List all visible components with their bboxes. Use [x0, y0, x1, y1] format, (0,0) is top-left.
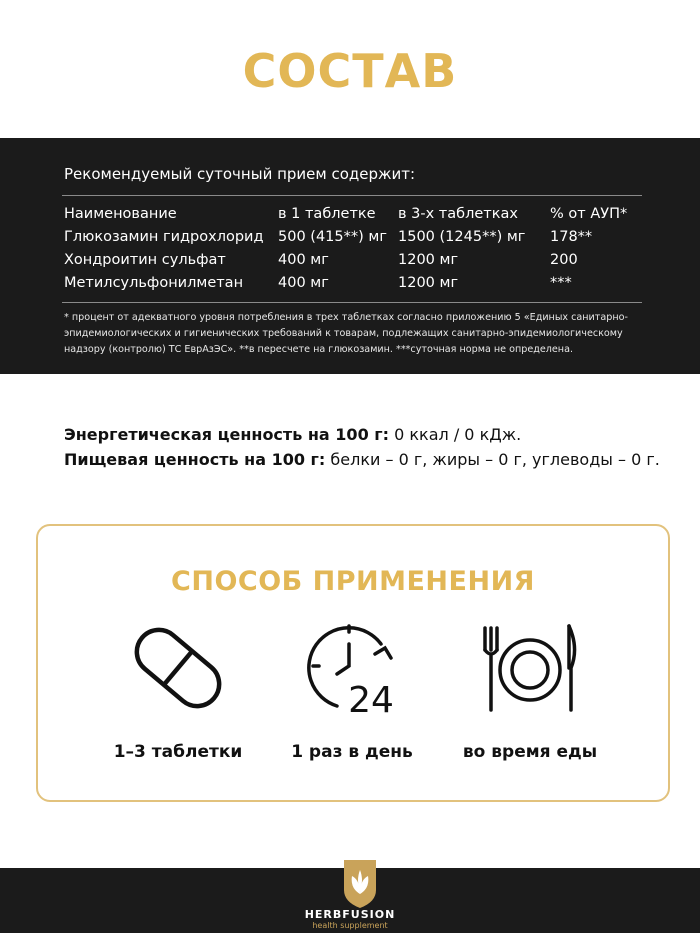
divider: [62, 302, 642, 303]
usage-item-dosage: [78, 618, 278, 762]
divider: [62, 195, 642, 196]
food-value-label: Пищевая ценность на 100 г:: [64, 450, 326, 469]
energy-line: [64, 422, 660, 447]
footer-bar: [0, 868, 700, 933]
energy-label: Энергетическая ценность на 100 г:: [64, 425, 390, 444]
percent-aup: ***: [550, 275, 572, 291]
table-row: [64, 250, 644, 273]
composition-table: [64, 204, 644, 296]
usage-item-frequency: [252, 618, 452, 762]
clock-24-icon: [297, 618, 407, 718]
nutrition-info: [64, 422, 660, 472]
amount-per-tablet: 400 мг: [278, 252, 329, 268]
usage-label: 1–3 таблетки: [113, 742, 243, 762]
composition-heading: Рекомендуемый суточный прием содержит:: [64, 165, 416, 183]
plate-cutlery-icon: [475, 618, 585, 718]
capsule-icon: [123, 618, 233, 718]
herbfusion-logo-icon: [340, 860, 380, 908]
usage-label: 1 раз в день: [291, 742, 413, 762]
table-header-row: [64, 204, 644, 227]
food-value-text: белки – 0 г, жиры – 0 г, углеводы – 0 г.: [325, 450, 660, 469]
percent-aup: 178**: [550, 229, 593, 245]
composition-panel: [0, 138, 700, 374]
usage-item-timing: [430, 618, 630, 762]
column-header: в 3-х таблетках: [398, 206, 518, 222]
table-row: [64, 227, 644, 250]
column-header: в 1 таблетке: [278, 206, 376, 222]
clock-24-text: 24: [348, 680, 394, 718]
usage-card: [36, 524, 670, 802]
usage-list: [38, 618, 668, 768]
amount-per-3-tablets: 1500 (1245**) мг: [398, 229, 526, 245]
food-value-line: [64, 447, 660, 472]
ingredient-name: Глюкозамин гидрохлорид: [64, 229, 264, 245]
percent-aup: 200: [550, 252, 578, 268]
composition-footnote: * процент от адекватного уровня потребления в трех таблетках согласно приложению 5 «Единых санитарно-эпидемиологических и гигиенических требований к товарам, подлежащих санитарно-эпидемиологическому надзору (контролю) ТС ЕврАзЭС». **в пересчете на глюкозамин. ***суточная норма не определена.: [64, 312, 628, 355]
table-row: [64, 273, 644, 296]
page-title: СОСТАВ: [242, 44, 458, 98]
amount-per-tablet: 500 (415**) мг: [278, 229, 387, 245]
usage-title: СПОСОБ ПРИМЕНЕНИЯ: [171, 566, 535, 597]
ingredient-name: Хондроитин сульфат: [64, 252, 226, 268]
amount-per-3-tablets: 1200 мг: [398, 275, 459, 291]
brand-name: HERBFUSION: [304, 908, 396, 921]
amount-per-3-tablets: 1200 мг: [398, 252, 459, 268]
ingredient-name: Метилсульфонилметан: [64, 275, 244, 291]
brand-tagline: health supplement: [312, 921, 388, 930]
energy-value: 0 ккал / 0 кДж.: [389, 425, 522, 444]
usage-label: во время еды: [462, 742, 598, 762]
amount-per-tablet: 400 мг: [278, 275, 329, 291]
column-header: % от АУП*: [550, 206, 628, 222]
column-header: Наименование: [64, 206, 177, 222]
